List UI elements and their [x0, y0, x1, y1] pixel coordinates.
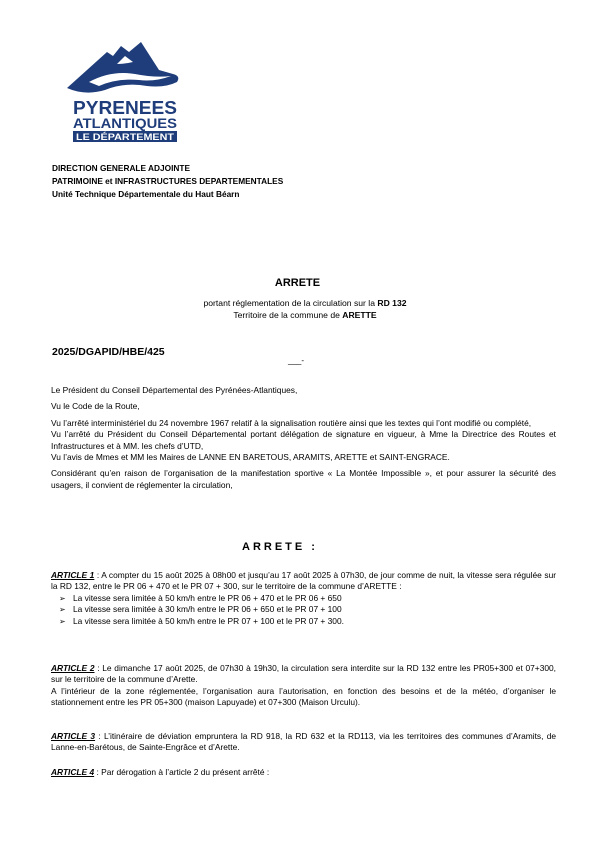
mountain-logo-icon	[55, 30, 195, 148]
list-item	[51, 593, 556, 605]
logo-line3: LE DÉPARTEMENT	[76, 132, 175, 142]
article-2	[51, 663, 556, 709]
subtitle-road: RD 132	[377, 298, 407, 308]
article-4-text: : Par dérogation à l’article 2 du présent arrêté :	[94, 767, 270, 777]
header-line-3: Unité Technique Départementale du Haut Béarn	[52, 189, 240, 199]
article-1-text: : A compter du 15 août 2025 à 08h00 et jusqu’au 17 août 2025 à 07h30, de jour comme de nuit, la vitesse sera régulée sur la RD 132, entre le PR 06 + 470 et le PR 07 + 300, sur le territoire de la commune d’ARETTE :	[51, 570, 557, 592]
issuing-department	[52, 162, 283, 201]
preamble	[51, 385, 556, 491]
arrow-bullet-icon: ➢	[59, 593, 66, 603]
article-3	[51, 731, 556, 754]
article-1-label: ARTICLE 1	[51, 570, 95, 580]
article-2-text: : Le dimanche 17 août 2025, de 07h30 à 19h30, la circulation sera interdite sur la RD 132 entre les PR05+300 et 07+300, sur le territoire de la commune d’Arette.	[51, 663, 556, 685]
arrow-bullet-icon: ➢	[59, 617, 66, 626]
preamble-line: Le Président du Conseil Départemental des Pyrénées-Atlantiques,	[51, 385, 298, 395]
article-2-paragraph	[51, 663, 556, 686]
article-4-label: ARTICLE 4	[51, 767, 95, 777]
subtitle-line-1	[0, 297, 595, 309]
article-2-paragraph-2: A l’intérieur de la zone réglementée, l’organisation aura l’autorisation, en fonction des besoins et de la météo, d’organiser le stationnement entre les PR 05+300 (maison Lapuyade) et 07+300 (Maison Urculu).	[51, 685, 556, 708]
bullet-text: La vitesse sera limitée à 50 km/h entre le PR 06 + 470 et le PR 06 + 650	[73, 592, 342, 603]
article-1	[51, 570, 556, 628]
arrow-bullet-icon: ➢	[59, 605, 66, 615]
department-logo	[55, 30, 195, 148]
article-1-paragraph	[51, 570, 556, 593]
arrete-heading: ARRETE :	[242, 541, 318, 553]
subtitle-commune: ARETTE	[342, 310, 377, 320]
list-item	[51, 604, 556, 616]
bullet-text: La vitesse sera limitée à 30 km/h entre le PR 06 + 650 et le PR 07 + 100	[73, 604, 342, 615]
preamble-line: Vu l’arrêté interministériel du 24 novembre 1967 relatif à la signalisation routière ainsi que les textes qui l’ont modifié ou complété,	[51, 417, 532, 428]
preamble-line: Considérant qu’en raison de l’organisation de la manifestation sportive « La Montée Impossible », et pour assurer la sécurité des usagers, il convient de réglementer la circulation,	[51, 468, 556, 490]
article-4	[51, 767, 556, 778]
preamble-line: Vu l’arrêté du Président du Conseil Départemental portant délégation de signature en vigueur, à Mme la Directrice des Routes et Infrastructures et à MM. les chefs d’UTD,	[51, 429, 556, 451]
article-3-label: ARTICLE 3	[51, 731, 96, 741]
document-subtitle	[0, 297, 595, 321]
subtitle-text-2: Territoire de la commune de	[233, 310, 343, 320]
article-3-text: : L’itinéraire de déviation empruntera la RD 918, la RD 632 et la RD113, via les territoires des communes d’Aramits, de Lanne-en-Barétous, de Sainte-Engrâce et d’Arette.	[51, 731, 557, 753]
article-2-label: ARTICLE 2	[51, 663, 95, 673]
bullet-text: La vitesse sera limitée à 50 km/h entre le PR 07 + 100 et le PR 07 + 300.	[73, 616, 344, 626]
list-item	[51, 616, 556, 628]
preamble-line: Vu le Code de la Route,	[51, 401, 140, 412]
preamble-line: Vu l’avis de Mmes et MM les Maires de LANNE EN BARETOUS, ARAMITS, ARETTE et SAINT-ENGRACE.	[51, 452, 450, 463]
article-4-paragraph	[51, 767, 556, 778]
subtitle-line-2	[0, 309, 595, 321]
header-line-2: PATRIMOINE et INFRASTRUCTURES DEPARTEMENTALES	[52, 176, 284, 186]
document-title: ARRETE	[274, 277, 321, 289]
separator: ___-	[288, 356, 305, 365]
subtitle-text-1: portant réglementation de la circulation sur la	[203, 298, 378, 308]
reference-number: 2025/DGAPID/HBE/425	[52, 346, 165, 358]
logo-line2: ATLANTIQUES	[73, 115, 177, 131]
header-line-1: DIRECTION GENERALE ADJOINTE	[52, 163, 190, 173]
article-3-paragraph	[51, 731, 556, 754]
logo-line1: PYRENEES	[73, 98, 177, 118]
